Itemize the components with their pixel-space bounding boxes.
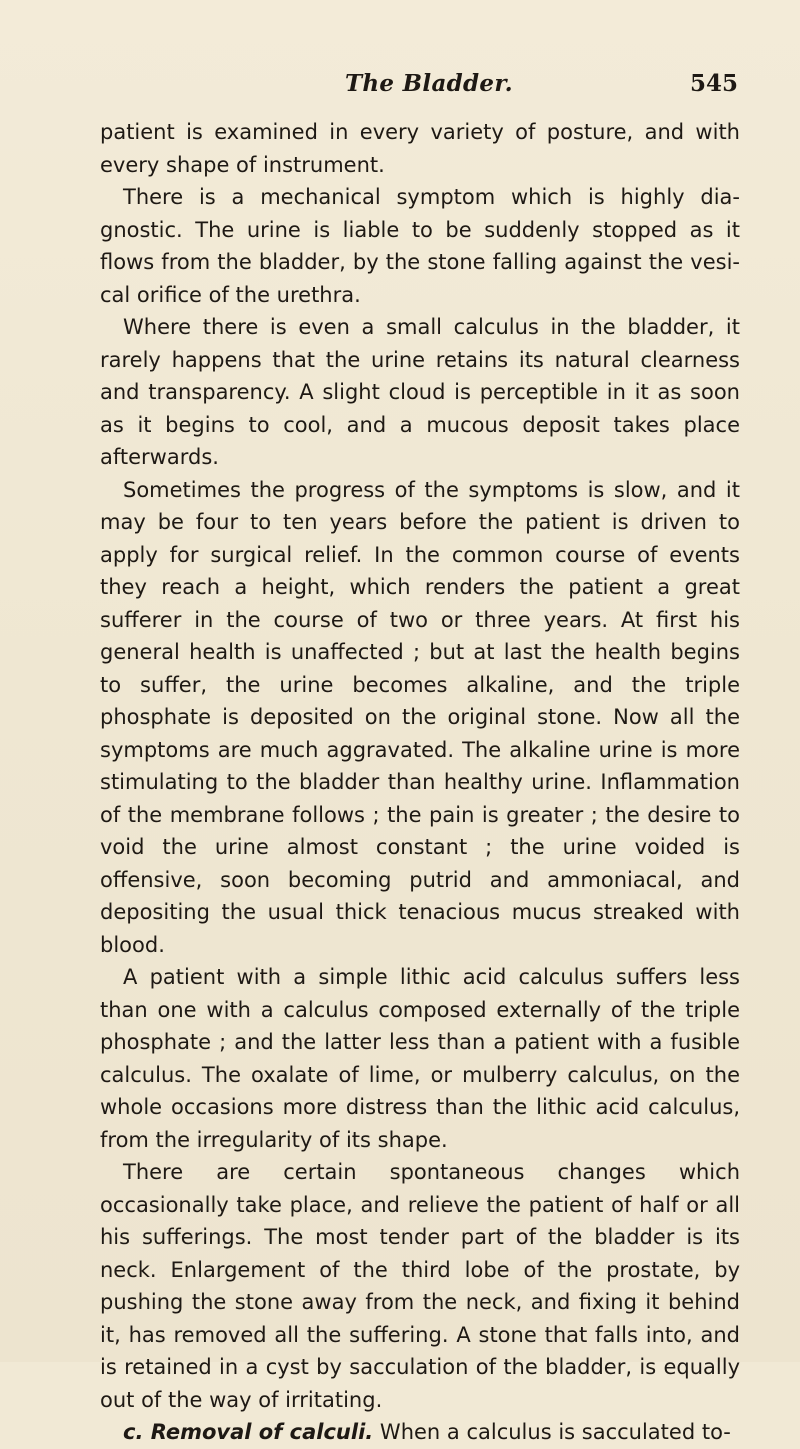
- page-header: [0, 70, 800, 106]
- paragraph: patient is examined in every variety of posture, and with every shape of instrument.: [100, 120, 740, 177]
- body-text: [100, 116, 740, 1449]
- section-heading: c. Removal of calculi.: [123, 1420, 374, 1444]
- page-number: 545: [690, 70, 739, 97]
- paragraph: A patient with a simple lithic acid calculus suffers less than one with a calculus composed externally of the triple phosphate ; and the latter less than a patient with a fusible calculus. The oxalate of lime, or mulberry calculus, on the whole occasions more distress than the lithic acid calculus, from the irregularity of its shape.: [100, 965, 740, 1152]
- paragraph: There is a mechanical symptom which is highly diagnostic. The urine is liable to be suddenly stopped as it flows from the bladder, by the stone falling against the vesical orifice of the urethra.: [100, 185, 740, 307]
- paragraph: Sometimes the progress of the symptoms is slow, and it may be four to ten years before the patient is driven to apply for surgical relief. In the common course of events they reach a height, which renders the patient a great sufferer in the course of two or three years. At first his general health is unaffected ; but at last the health begins to suffer, the urine becomes alkaline, and the triple phosphate is deposited on the original stone. Now all the symptoms are much aggravated. The alkaline urine is more stimulating to the bladder than healthy urine. Inflammation of the membrane follows ; the pain is greater ; the desire to void the urine almost constant ; the urine voided is offensive, soon becoming putrid and ammoniacal, and depositing the usual thick tenacious mucus streaked with blood.: [100, 477, 740, 957]
- paragraph: There are certain spontaneous changes which occasionally take place, and relieve the patient of half or all his sufferings. The most tender part of the bladder is its neck. Enlargement of the third lobe of the prostate, by pushing the stone away from the neck, and fixing it behind it, has removed all the suffering. A stone that falls into, and is retained in a cyst by sacculation of the bladder, is equally out of the way of irritating.: [100, 1160, 740, 1412]
- running-title: The Bladder.: [345, 70, 513, 97]
- section-paragraph: [100, 1416, 740, 1449]
- paragraph: Where there is even a small calculus in the bladder, it rarely happens that the urine retains its natural clearness and transparency. A slight cloud is perceptible in it as soon as it begins to cool, and a mucous deposit takes place afterwards.: [100, 315, 740, 469]
- section-text: When a calculus is sacculated to-: [373, 1420, 731, 1444]
